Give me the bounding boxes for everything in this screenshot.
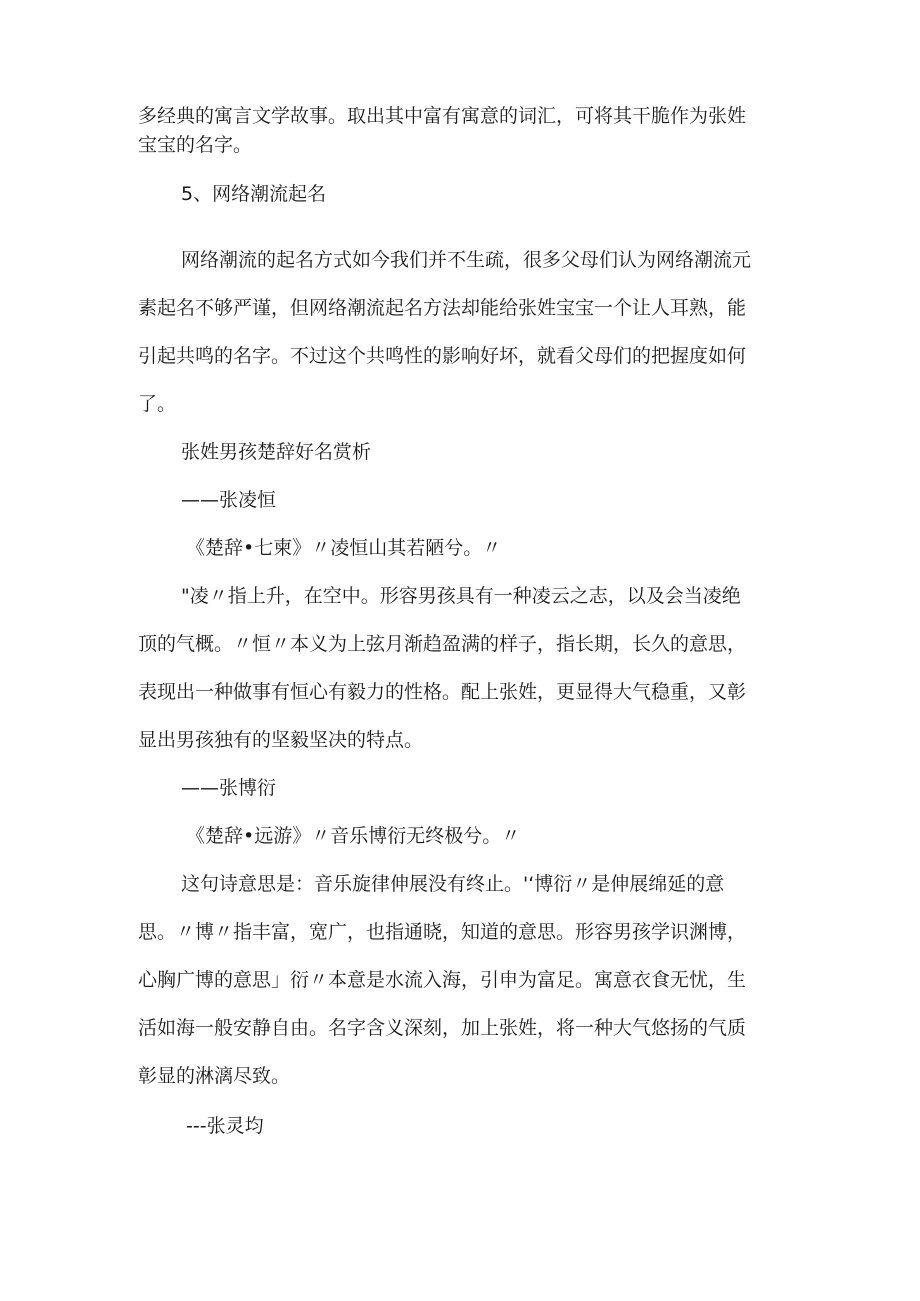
name-2-title: ——张博衍 — [181, 777, 277, 799]
name-1-line-2: 顶的气概。〃恒〃本义为上弦月渐趋盈满的样子，指长期，长久的意思， — [138, 633, 747, 655]
name-2-line-5: 彰显的淋漓尽致。 — [138, 1065, 291, 1087]
name-2-line-3: 心胸广博的意思」衍〃本意是水流入海，引申为富足。寓意衣食无忧，生 — [138, 969, 747, 991]
name-2-line-4: 活如海一般安静自由。名字含义深刻，加上张姓，将一种大气悠扬的气质 — [138, 1017, 747, 1039]
appreciation-heading: 张姓男孩楚辞好名赏析 — [181, 441, 372, 463]
name-1-line-1: "凌〃指上升，在空中。形容男孩具有一种凌云之志，以及会当凌绝 — [181, 585, 741, 607]
name-2-line-2: 思。〃博〃指丰富，宽广，也指通晓，知道的意思。形容男孩学识渊博， — [138, 921, 747, 943]
section-5-line-2: 素起名不够严谨，但网络潮流起名方法却能给张姓宝宝一个让人耳熟，能 — [138, 297, 747, 319]
name-3-title: ---张灵均 — [186, 1115, 264, 1137]
name-1-line-4: 显出男孩独有的坚毅坚决的特点。 — [138, 729, 424, 751]
name-2-quote: 《楚辞•远游》〃音乐博衍无终极兮。〃 — [186, 825, 521, 847]
name-1-quote: 《楚辞•七柬》〃凌恒山其若陋兮。〃 — [186, 537, 502, 559]
intro-line-2: 宝宝的名字。 — [138, 134, 253, 156]
intro-line-1: 多经典的寓言文学故事。取出其中富有寓意的词汇，可将其干脆作为张姓 — [138, 105, 747, 127]
section-5-line-1: 网络潮流的起名方式如今我们并不生疏，很多父母们认为网络潮流元 — [181, 249, 752, 271]
name-1-line-3: 表现出一种做事有恒心有毅力的性格。配上张姓，更显得大气稳重，又彰 — [138, 681, 747, 703]
section-5-line-4: 了。 — [138, 393, 177, 415]
name-2-line-1: 这句诗意思是：音乐旋律伸展没有终止。'‘博衍〃是伸展绵延的意 — [181, 873, 725, 895]
section-5-heading: 5、网络潮流起名 — [181, 183, 327, 205]
name-1-title: ——张凌恒 — [181, 489, 277, 511]
section-5-line-3: 引起共鸣的名字。不过这个共鸣性的影响好坏，就看父母们的把握度如何 — [138, 345, 747, 367]
